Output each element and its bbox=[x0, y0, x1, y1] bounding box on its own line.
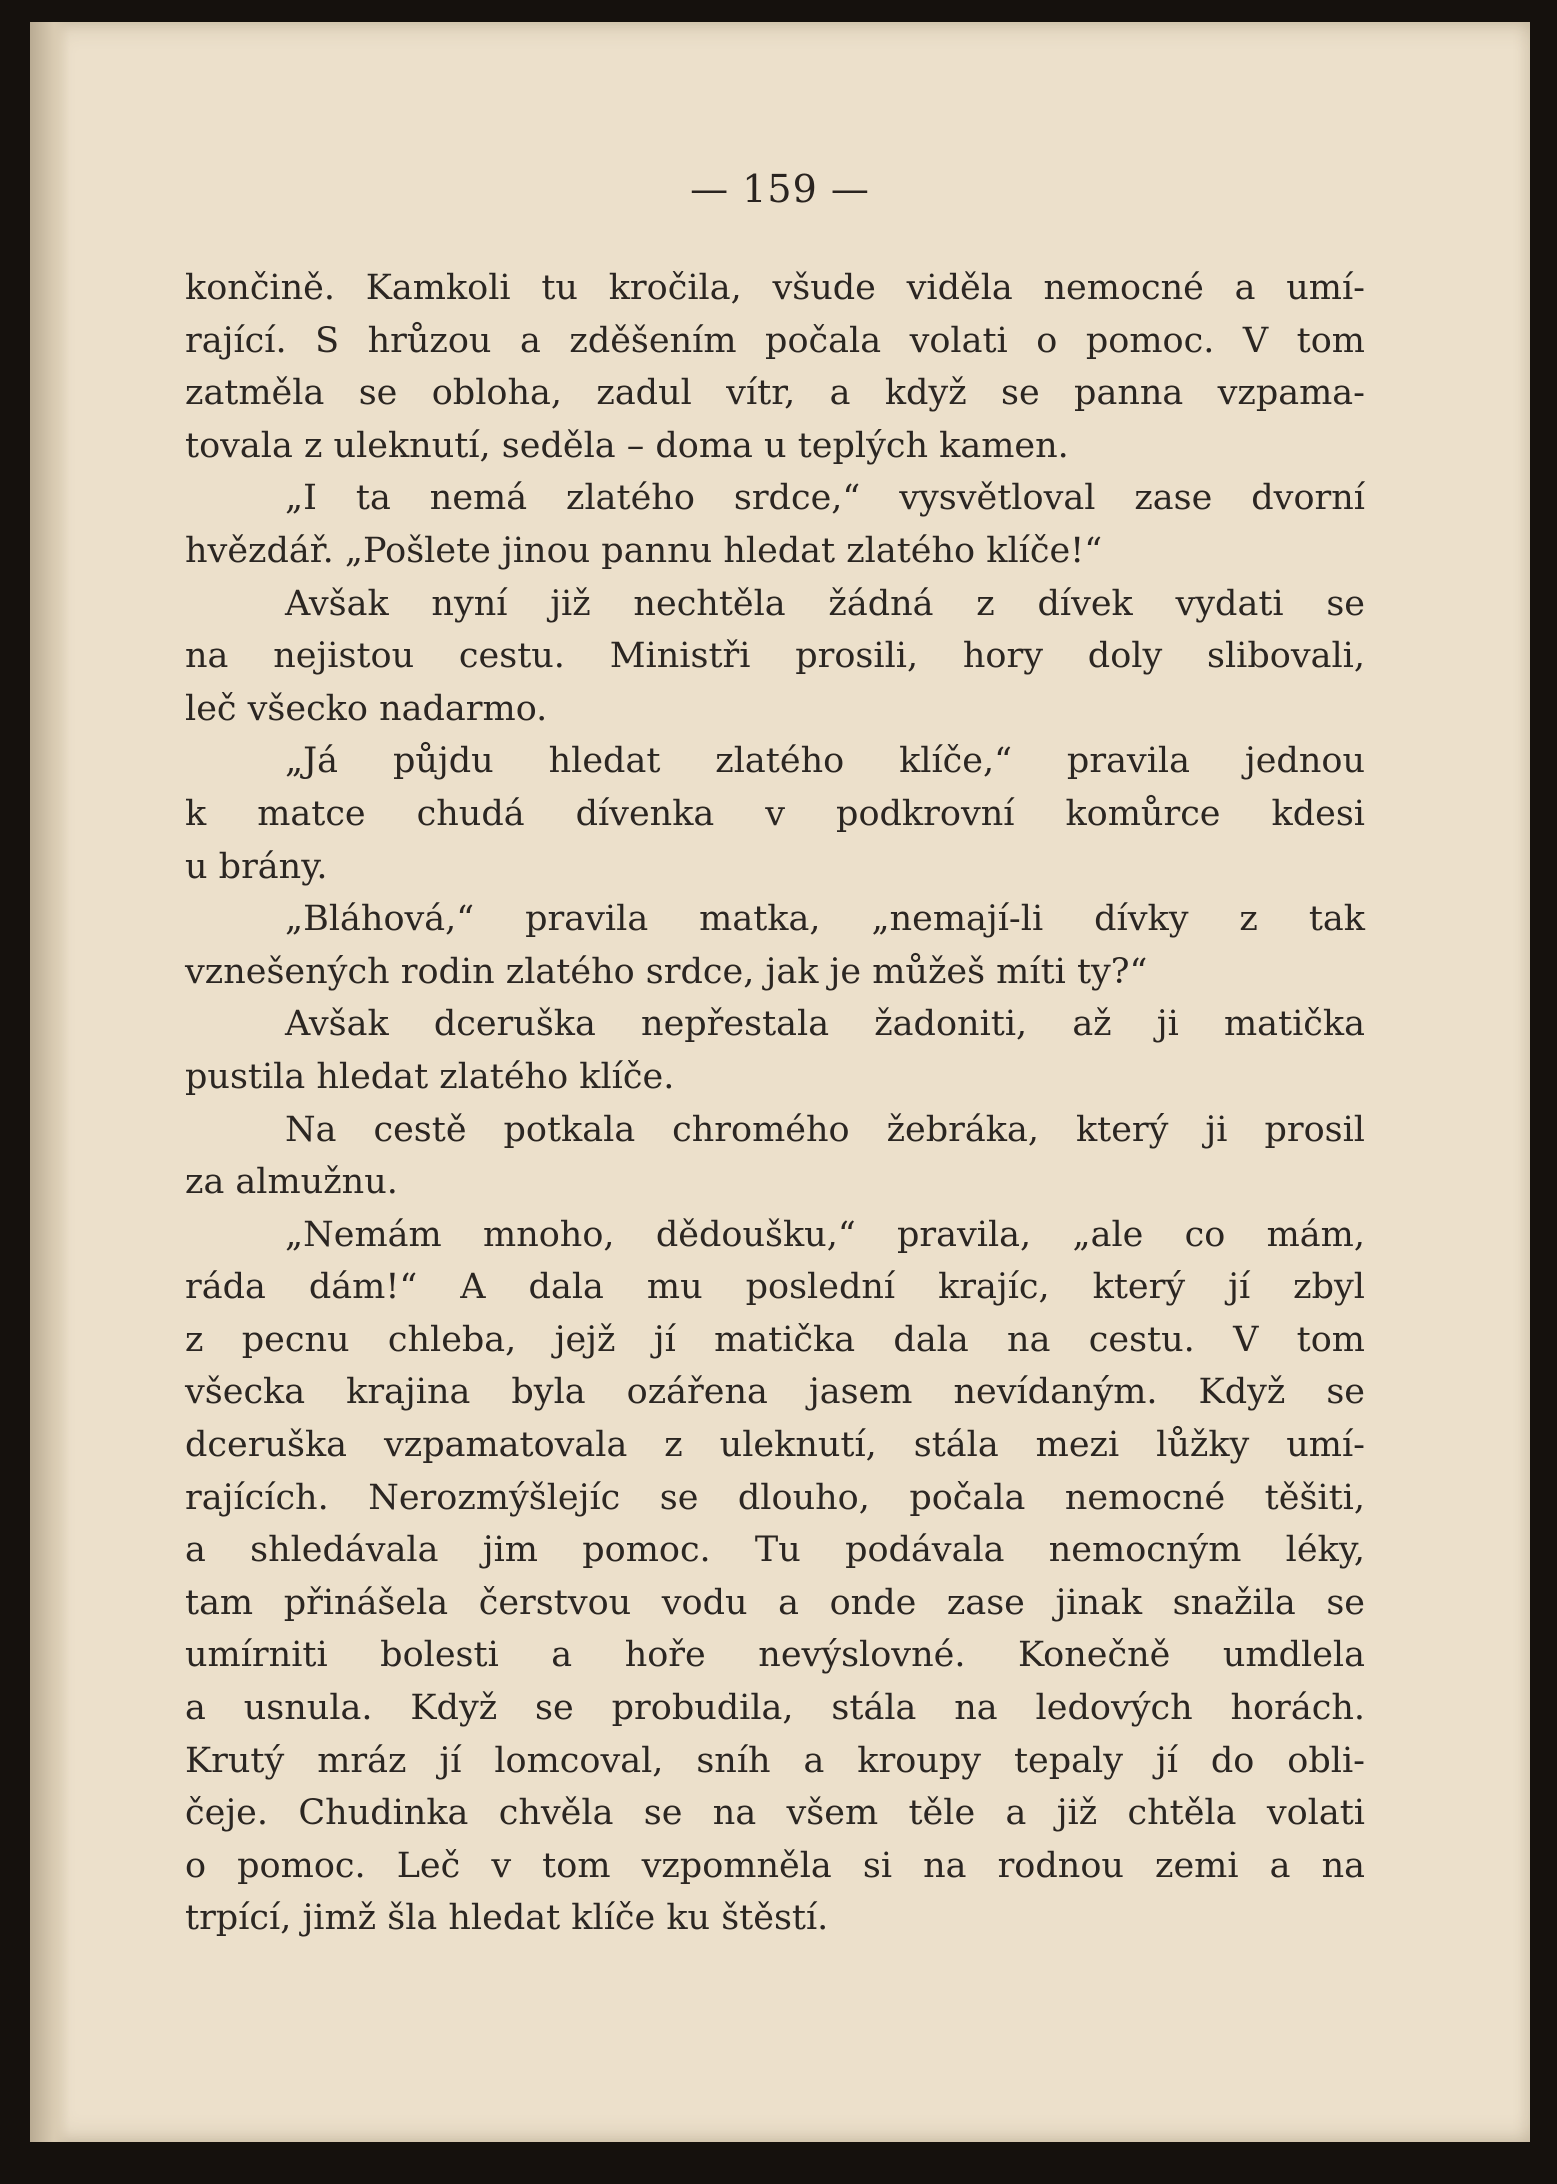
text-line: „I ta nemá zlatého srdce,“ vysvětloval zase dvorní bbox=[285, 478, 1365, 519]
text-line: zatměla se obloha, zadul vítr, a když se panna vzpama- bbox=[185, 373, 1365, 414]
text-line: končině. Kamkoli tu kročila, všude viděla nemocné a umí- bbox=[185, 268, 1365, 308]
page-gutter-shadow bbox=[30, 22, 70, 2142]
text-line: ráda dám!“ A dala mu poslední krajíc, který jí zbyl bbox=[185, 1267, 1365, 1308]
text-line: za almužnu. bbox=[185, 1162, 398, 1203]
text-line: všecka krajina byla ozářena jasem nevídaným. Když se bbox=[185, 1372, 1365, 1413]
text-line: o pomoc. Leč v tom vzpomněla si na rodnou zemi a na bbox=[185, 1845, 1365, 1886]
text-line: u brány. bbox=[185, 846, 328, 887]
text-line: a shledávala jim pomoc. Tu podávala nemocným léky, bbox=[185, 1530, 1365, 1571]
text-line: na nejistou cestu. Ministři prosili, hory doly slibovali, bbox=[185, 636, 1365, 677]
text-line: čeje. Chudinka chvěla se na všem těle a již chtěla volati bbox=[185, 1793, 1365, 1834]
text-line: dceruška vzpamatovala z uleknutí, stála mezi lůžky umí- bbox=[185, 1425, 1365, 1466]
book-page bbox=[30, 22, 1530, 2142]
text-line: Avšak nyní již nechtěla žádná z dívek vydati se bbox=[285, 583, 1365, 624]
text-line: umírniti bolesti a hoře nevýslovné. Konečně umdlela bbox=[185, 1635, 1365, 1676]
text-line: k matce chudá dívenka v podkrovní komůrce kdesi bbox=[185, 793, 1365, 834]
text-line: „Bláhová,“ pravila matka, „nemají-li dívky z tak bbox=[285, 899, 1365, 940]
text-line: tovala z uleknutí, seděla – doma u teplých kamen. bbox=[185, 425, 1069, 466]
text-line: „Já půjdu hledat zlatého klíče,“ pravila jednou bbox=[285, 741, 1365, 782]
body-text bbox=[185, 262, 1365, 1945]
text-line: trpící, jimž šla hledat klíče ku štěstí. bbox=[185, 1898, 829, 1939]
text-line: rající. S hrůzou a zděšením počala volati o pomoc. V tom bbox=[185, 320, 1365, 361]
text-line: pustila hledat zlatého klíče. bbox=[185, 1056, 675, 1097]
text-line: leč všecko nadarmo. bbox=[185, 688, 548, 729]
text-line: vznešených rodin zlatého srdce, jak je můžeš míti ty?“ bbox=[185, 951, 1148, 992]
text-line: hvězdář. „Pošlete jinou pannu hledat zlatého klíče!“ bbox=[185, 530, 1103, 571]
text-line: „Nemám mnoho, dědoušku,“ pravila, „ale co mám, bbox=[285, 1214, 1365, 1255]
text-line: rajících. Nerozmýšlejíc se dlouho, počala nemocné těšiti, bbox=[185, 1477, 1365, 1518]
text-line: tam přinášela čerstvou vodu a onde zase jinak snažila se bbox=[185, 1582, 1365, 1623]
page-number: — 159 — bbox=[690, 167, 870, 211]
text-line: a usnula. Když se probudila, stála na ledových horách. bbox=[185, 1688, 1365, 1729]
text-line: Na cestě potkala chromého žebráka, který ji prosil bbox=[285, 1109, 1365, 1150]
text-line: z pecnu chleba, jejž jí matička dala na cestu. V tom bbox=[185, 1319, 1365, 1360]
text-line: Avšak dceruška nepřestala žadoniti, až ji matička bbox=[285, 1004, 1365, 1045]
text-line: Krutý mráz jí lomcoval, sníh a kroupy tepaly jí do obli- bbox=[185, 1740, 1365, 1781]
